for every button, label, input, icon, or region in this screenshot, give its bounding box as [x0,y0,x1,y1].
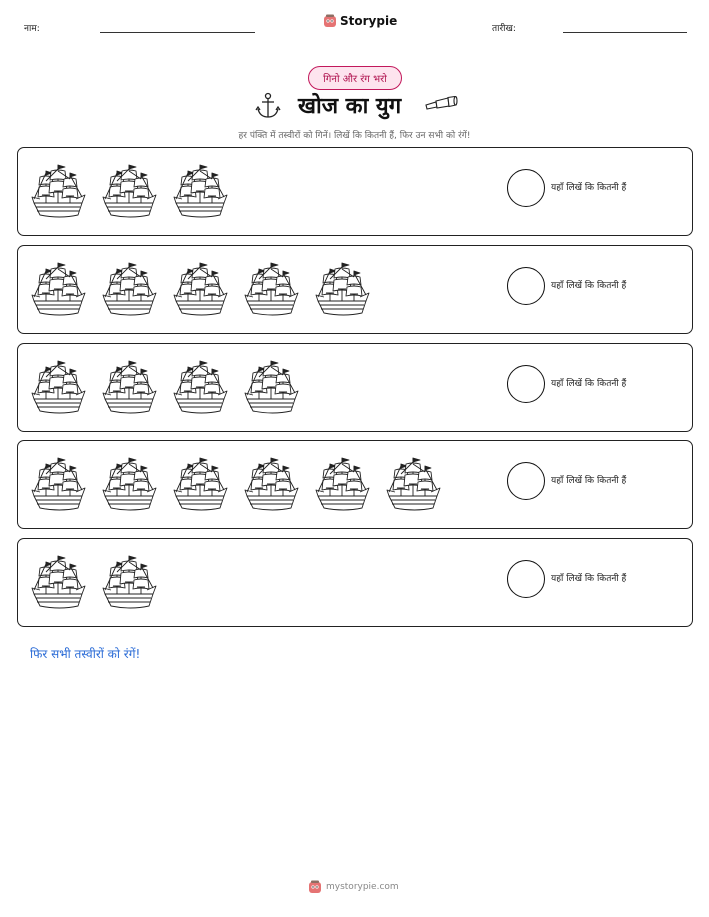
name-field-line[interactable] [100,32,255,33]
picture-group [30,352,299,424]
picture-group [30,156,228,228]
answer-circle[interactable] [507,462,545,500]
sailing-ship-icon[interactable] [172,259,228,321]
sailing-ship-icon[interactable] [101,357,157,419]
counting-row [17,440,693,529]
title-row [0,90,709,122]
sailing-ship-icon[interactable] [101,161,157,223]
sailing-ship-icon[interactable] [172,357,228,419]
answer-circle[interactable] [507,365,545,403]
activity-badge: गिनो और रंग भरो [308,66,402,90]
telescope-icon [424,96,458,112]
picture-group [30,254,370,326]
page-title: खोज का युग [298,94,402,119]
answer-circle[interactable] [507,267,545,305]
counting-row [17,245,693,334]
sailing-ship-icon[interactable] [30,357,86,419]
sailing-ship-icon[interactable] [30,454,86,516]
sailing-ship-icon[interactable] [172,454,228,516]
answer-label: यहाँ लिखें कि कितनी हैं [551,476,627,486]
date-label: तारीख: [492,24,516,34]
answer-circle[interactable] [507,169,545,207]
storypie-logo [323,14,337,28]
answer-circle[interactable] [507,560,545,598]
sailing-ship-icon[interactable] [30,552,86,614]
brand [323,14,397,28]
answer-label: यहाँ लिखें कि कितनी हैं [551,574,627,584]
sailing-ship-icon[interactable] [101,259,157,321]
sailing-ship-icon[interactable] [314,454,370,516]
sailing-ship-icon[interactable] [314,259,370,321]
answer-label: यहाँ लिखें कि कितनी हैं [551,183,627,193]
footer-url: mystorypie.com [326,882,399,892]
counting-row [17,538,693,627]
instructions: हर पंक्ति में तस्वीरों को गिनें। लिखें कि कितनी हैं, फिर उन सभी को रंगें! [238,131,471,141]
sailing-ship-icon[interactable] [172,161,228,223]
picture-group [30,547,157,619]
counting-row [17,147,693,236]
sailing-ship-icon[interactable] [101,454,157,516]
answer-label: यहाँ लिखें कि कितनी हैं [551,379,627,389]
counting-row [17,343,693,432]
sailing-ship-icon[interactable] [243,259,299,321]
date-field-line[interactable] [563,32,687,33]
worksheet-header [0,0,709,50]
anchor-icon [255,92,281,120]
name-label: नाम: [24,24,40,34]
storypie-footer-logo [308,880,322,894]
answer-label: यहाँ लिखें कि कितनी हैं [551,281,627,291]
footer [308,880,399,894]
sailing-ship-icon[interactable] [30,259,86,321]
sailing-ship-icon[interactable] [30,161,86,223]
footer-note: फिर सभी तस्वीरों को रंगें! [30,647,141,661]
sailing-ship-icon[interactable] [385,454,441,516]
sailing-ship-icon[interactable] [243,357,299,419]
brand-name: Storypie [340,14,398,28]
sailing-ship-icon[interactable] [101,552,157,614]
picture-group [30,449,441,521]
sailing-ship-icon[interactable] [243,454,299,516]
